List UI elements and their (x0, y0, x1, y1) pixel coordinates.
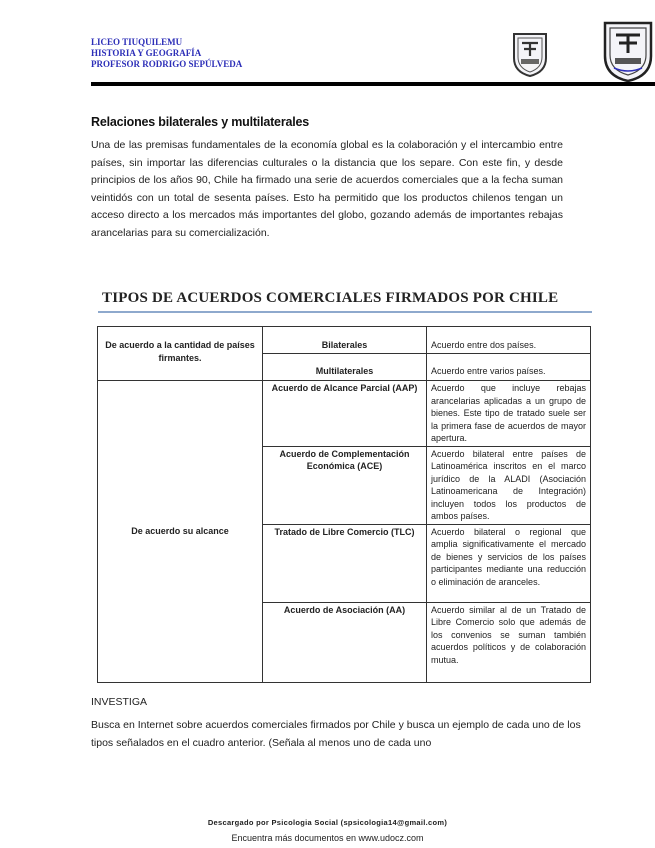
table-heading-underline (98, 311, 592, 313)
agreements-table (97, 326, 591, 683)
school-name: LICEO TIUQUILEMU (91, 37, 183, 47)
download-credit: Descargado por Psicologia Social (spsicologia14@gmail.com) (207, 818, 448, 827)
subject-name: HISTORIA Y GEOGRAFÍA (91, 48, 202, 58)
school-crest-large (600, 18, 655, 84)
agreement-type: Multilaterales (263, 354, 427, 381)
agreement-description: Acuerdo entre dos países. (427, 327, 591, 354)
teacher-name: PROFESOR RODRIGO SEPÚLVEDA (91, 59, 243, 69)
agreement-description: Acuerdo bilateral o regional que amplia significativamente el mercado de bienes y servicios de los países participantes mediante una reducción o eliminación de aranceles. (427, 524, 591, 602)
school-header (91, 37, 242, 70)
task-paragraph: Busca en Internet sobre acuerdos comerciales firmados por Chile y busca un ejemplo de cada uno de los tipos señalados en el cuadro anterior. (Señala al menos uno de cada uno (91, 719, 581, 749)
agreement-type: Acuerdo de Asociación (AA) (263, 602, 427, 682)
agreement-description: Acuerdo similar al de un Tratado de Libre Comercio solo que además de los convenios se suman también acuerdos políticos y de colaboración mutua. (427, 602, 591, 682)
intro-paragraph: Una de las premisas fundamentales de la economía global es la colaboración y el intercambio entre países, sin importar las diferencias culturales o la distancia que los separe. Con este fin, y desde principios de los años 90, Chile ha firmado una serie de acuerdos comerciales que a la fecha suman veintidós con un total de sesenta países. Esto ha permitido que los productos chilenos tengan un acceso directo a los mercados más importantes del globo, gozando además de importantes rebajas arancelarias para su comercialización. (91, 139, 563, 239)
group-label-count: De acuerdo a la cantidad de países firmantes. (98, 327, 263, 381)
school-crest-small (510, 30, 550, 78)
agreement-type: Acuerdo de Complementación Económica (ACE) (263, 446, 427, 524)
table-heading: TIPOS DE ACUERDOS COMERCIALES FIRMADOS POR CHILE (102, 290, 559, 306)
section-title: Relaciones bilaterales y multilaterales (91, 115, 310, 129)
header-divider (91, 82, 655, 86)
table-row (98, 381, 591, 447)
agreement-description: Acuerdo entre varios países. (427, 354, 591, 381)
investiga-label: INVESTIGA (91, 696, 148, 708)
group-label-scope: De acuerdo su alcance (98, 381, 263, 683)
agreement-type: Bilaterales (263, 327, 427, 354)
agreement-description: Acuerdo bilateral entre países de Latinoamérica inscritos en el marco jurídico de la ALADI (Asociación Latinoamericana de Integración) incluyen todos los productos de ambos países. (427, 446, 591, 524)
udocz-credit[interactable]: Encuentra más documentos en www.udocz.com (231, 833, 424, 843)
agreement-type: Acuerdo de Alcance Parcial (AAP) (263, 381, 427, 447)
agreement-description: Acuerdo que incluye rebajas arancelarias aplicadas a un grupo de bienes. Este tipo de tratado suele ser la primera fase de acuerdos de mayor apertura. (427, 381, 591, 447)
table-row (98, 327, 591, 354)
agreement-type: Tratado de Libre Comercio (TLC) (263, 524, 427, 602)
